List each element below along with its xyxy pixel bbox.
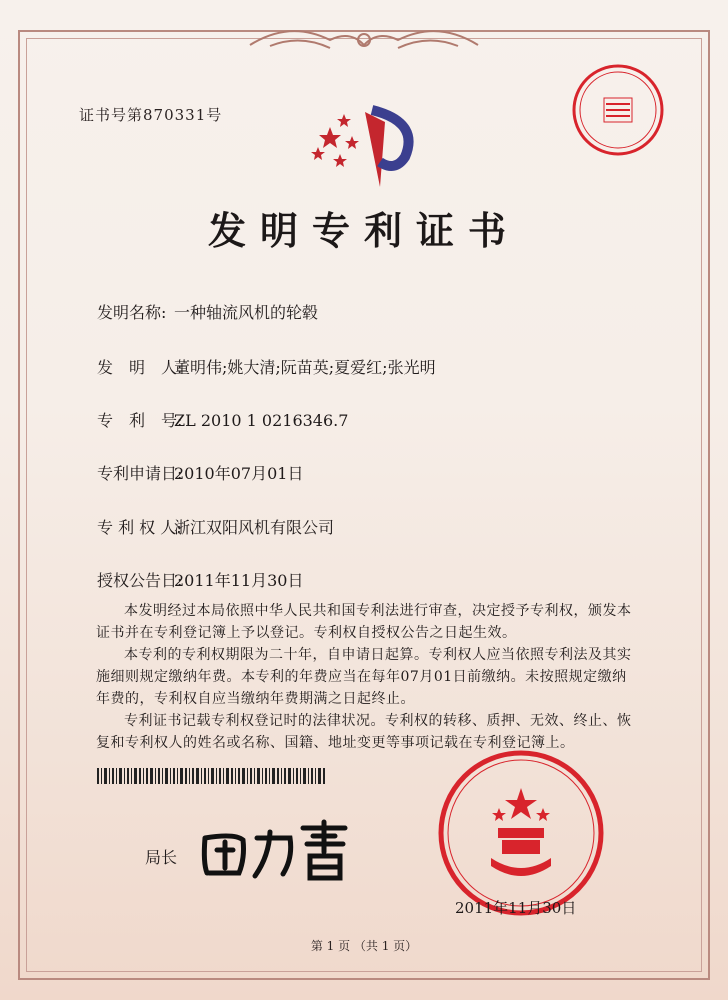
issue-date: 2011年11月30日 [455,899,577,917]
director-label: 局长 [145,848,178,867]
field-value: 2011年11月30日 [174,571,304,590]
field-inventors [97,355,436,378]
national-ip-office-seal [436,748,606,918]
field-filing-date [97,461,303,484]
field-patentee [97,515,334,538]
ip-office-logo [310,102,420,192]
field-invention-name [97,300,318,323]
body-paragraph: 本发明经过本局依照中华人民共和国专利法进行审查，决定授予专利权，颁发本证书并在专利登记簿上予以登记。专利权自授权公告之日起生效。 [96,603,632,641]
body-paragraph: 本专利的专利权期限为二十年，自申请日起算。专利权人应当依照专利法及其实施细则规定缴纳年费。本专利的年费应当在每年07月01日前缴纳。未按照规定缴纳年费的，专利权自应当缴纳年费期满之日起终止。 [96,647,632,707]
field-grant-date [97,568,303,591]
field-value: 2010年07月01日 [174,464,304,483]
barcode [97,768,327,784]
certificate-number: 证书号第870331号 [79,106,223,124]
field-label: 发 明 人: [97,358,183,377]
field-label: 发明名称: [97,303,167,322]
body-paragraph: 专利证书记载专利权登记时的法律状况。专利权的转移、质押、无效、终止、恢复和专利权人的姓名或名称、国籍、地址变更等事项记载在专利登记簿上。 [96,713,632,751]
page-number: 第 1 页 （共 1 页） [310,939,418,953]
field-patent-number [97,408,348,431]
field-value: ZL 2010 1 0216346.7 [174,411,349,430]
director-signature [195,818,355,888]
field-value: 浙江双阳风机有限公司 [174,518,335,537]
top-ornament [0,0,728,70]
document-title: 发明专利证书 [207,208,520,253]
field-label: 专利申请日: [97,464,183,483]
field-value: 董明伟;姚大清;阮苗英;夏爱红;张光明 [174,358,436,377]
tax-stamp-seal [570,62,666,158]
certificate-body [96,600,636,754]
field-value: 一种轴流风机的轮毂 [174,303,319,322]
field-label: 专 利 权 人: [97,518,182,537]
field-label: 专 利 号: [97,411,183,430]
field-label: 授权公告日: [97,571,183,590]
